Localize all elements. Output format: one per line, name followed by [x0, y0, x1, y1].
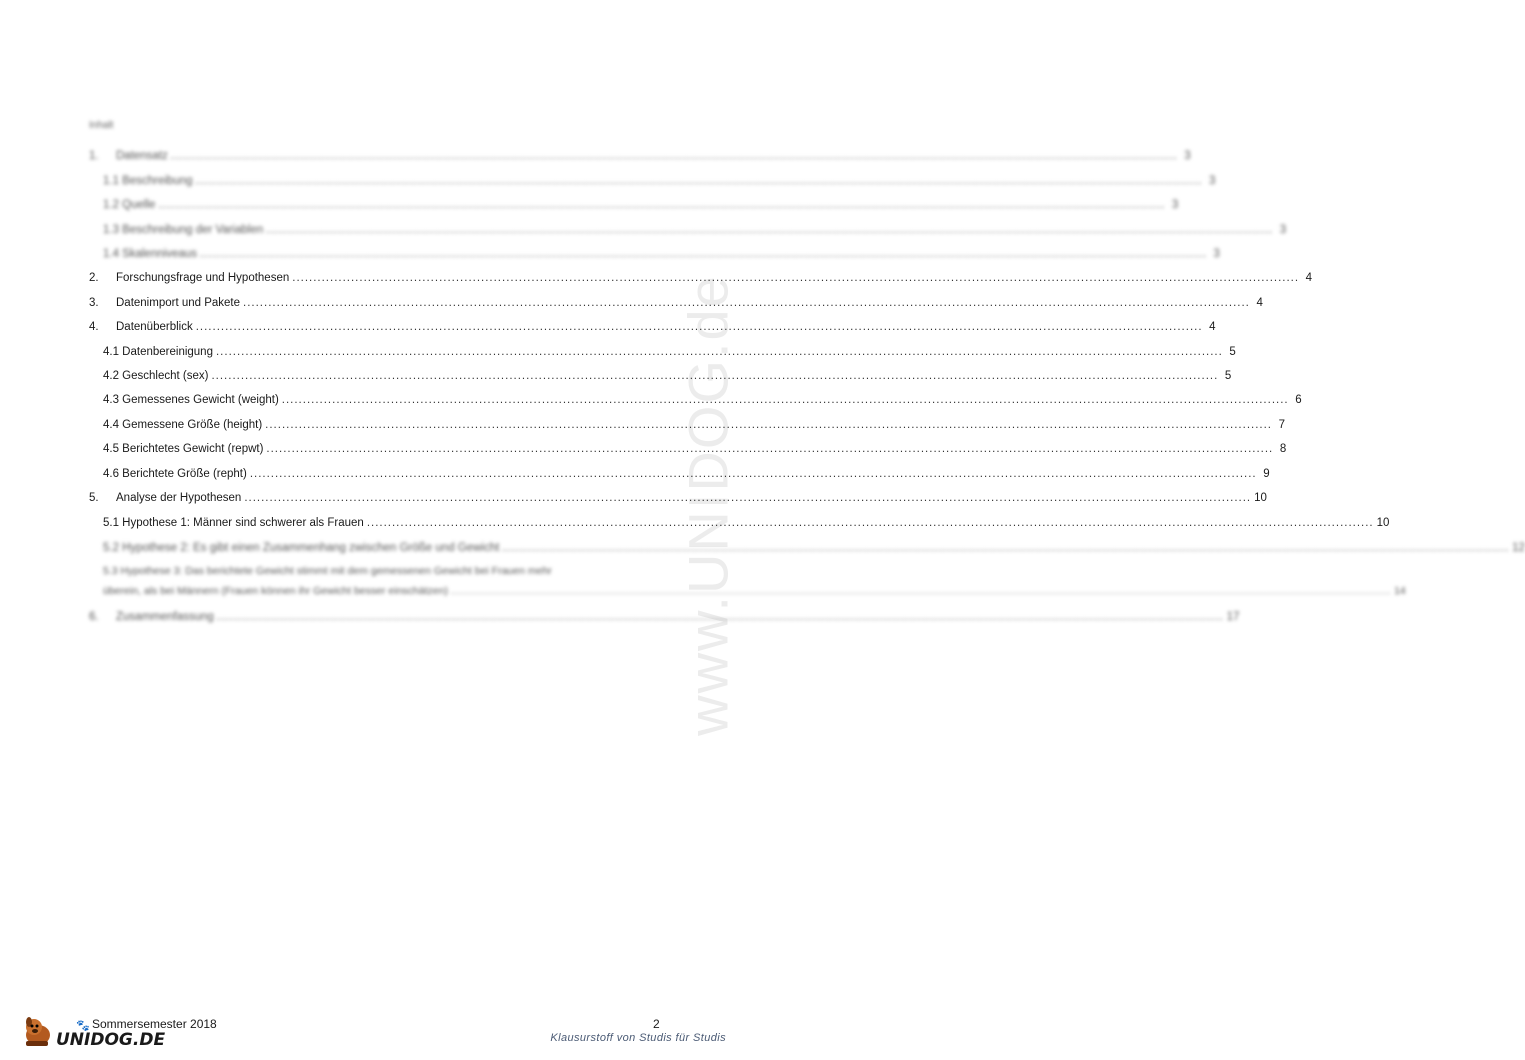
toc-leader-dots: [451, 581, 1391, 601]
toc-leader-dots: [200, 245, 1207, 263]
logo-text: UNIDOG.DE: [56, 1030, 166, 1050]
toc-leader-dots: [243, 294, 1250, 312]
toc-entry-page: 5: [1229, 346, 1236, 358]
toc-entry-page: 9: [1263, 468, 1270, 480]
toc-entry[interactable]: [0, 318, 1216, 336]
toc-leader-dots: [502, 539, 1509, 557]
toc-entry[interactable]: [0, 147, 1191, 165]
toc-entry-number: 1.: [89, 150, 99, 162]
toc-entry-title: Zusammenfassung: [116, 611, 214, 623]
toc-leader-dots: [282, 391, 1289, 409]
toc-entry-page: 10: [1376, 517, 1390, 529]
toc-entry[interactable]: [0, 465, 1270, 483]
toc-entry-number: 2.: [89, 272, 99, 284]
toc-entry-title: 4.3 Gemessenes Gewicht (weight): [103, 394, 279, 406]
toc-entry-title: 4.1 Datenbereinigung: [103, 346, 213, 358]
toc-entry[interactable]: [0, 440, 1287, 458]
paw-icon: 🐾: [76, 1020, 90, 1032]
toc-leader-dots: [217, 608, 1224, 626]
toc-entry[interactable]: [0, 514, 1390, 532]
toc-leader-dots: [211, 367, 1218, 385]
toc-entry-page: 5: [1224, 370, 1232, 382]
toc-entry[interactable]: [0, 391, 1302, 409]
toc-entry[interactable]: [0, 269, 1313, 287]
toc-entry[interactable]: [0, 539, 1525, 557]
toc-entry-number: 5.: [89, 492, 99, 504]
toc-entry-page: 6: [1295, 394, 1302, 406]
toc-entry[interactable]: [0, 367, 1232, 385]
toc-entry-title: Analyse der Hypothesen: [116, 492, 242, 504]
footer-semester: Sommersemester 2018: [92, 1017, 217, 1031]
footer-claim: Klausurstoff von Studis für Studis: [550, 1032, 726, 1044]
toc-entry-page: 7: [1278, 419, 1285, 431]
toc-entry[interactable]: [0, 343, 1236, 361]
toc-entry[interactable]: [0, 221, 1287, 239]
toc-entry[interactable]: [0, 416, 1285, 434]
toc-entry-title: 4.6 Berichtete Größe (repht): [103, 468, 247, 480]
toc-entry-title: Datensatz: [116, 150, 168, 162]
toc-leader-dots: [250, 465, 1257, 483]
toc-entry-title: 4.5 Berichtetes Gewicht (repwt): [103, 443, 264, 455]
toc-entry[interactable]: [0, 245, 1220, 263]
toc-leader-dots: [367, 514, 1374, 532]
toc-entry[interactable]: [0, 608, 1240, 626]
toc-entry-page: 3: [1184, 150, 1191, 162]
toc-entry-number: 4.: [89, 321, 99, 333]
toc-entry-page: 4: [1305, 272, 1313, 284]
toc-leader-dots: [171, 147, 1178, 165]
toc-entry-title: 1.2 Quelle: [103, 199, 156, 211]
toc-entry-page: 17: [1226, 611, 1240, 623]
toc-leader-dots: [266, 221, 1273, 239]
toc-leader-dots: [265, 416, 1272, 434]
toc-entry[interactable]: [0, 196, 1179, 214]
toc-entry-page: 10: [1254, 492, 1267, 504]
toc-leader-dots: [196, 172, 1203, 190]
toc-entry-title: 4.2 Geschlecht (sex): [103, 370, 209, 382]
toc-entry[interactable]: [0, 294, 1263, 312]
toc-entry-page: 3: [1171, 199, 1179, 211]
watermark: www.UNIDOG.de: [676, 274, 740, 736]
toc-entry-page: 12: [1512, 542, 1525, 554]
toc-entry-title: Forschungsfrage und Hypothesen: [116, 272, 290, 284]
toc-entry[interactable]: [0, 172, 1216, 190]
toc-entry-page: 4: [1209, 321, 1216, 333]
toc-entry-page: 3: [1213, 248, 1220, 260]
toc-leader-dots: [266, 440, 1273, 458]
toc-entry-title: 5.1 Hypothese 1: Männer sind schwerer als Frauen: [103, 517, 364, 529]
toc-entry-title-line2: überein, als bei Männern (Frauen können ihr Gewicht besser einschätzen): [103, 585, 448, 597]
toc-entry[interactable]: [0, 489, 1267, 507]
toc-entry-title: 1.3 Beschreibung der Variablen: [103, 224, 264, 236]
toc-entry-page: 3: [1208, 175, 1216, 187]
footer-page-number: 2: [653, 1017, 660, 1031]
toc-entry-title: 1.4 Skalenniveaus: [103, 248, 197, 260]
toc-leader-dots: [196, 318, 1203, 336]
toc-leader-dots: [158, 196, 1165, 214]
toc-entry-title: Datenüberblick: [116, 321, 193, 333]
toc-entry-5-3[interactable]: [103, 561, 1406, 601]
toc-entry-title: 1.1 Beschreibung: [103, 175, 193, 187]
toc-entry-page: 4: [1256, 297, 1263, 309]
dog-mascot-icon: [26, 1017, 50, 1046]
toc-leader-dots: [244, 489, 1251, 507]
toc-heading: Inhalt: [89, 120, 114, 131]
toc-leader-dots: [216, 343, 1223, 361]
toc-entry-page: 8: [1279, 443, 1287, 455]
toc-entry-title: 4.4 Gemessene Größe (height): [103, 419, 263, 431]
toc-leader-dots: [292, 269, 1299, 287]
toc-entry-number: 3.: [89, 297, 99, 309]
toc-entry-title: 5.2 Hypothese 2: Es gibt einen Zusammenhang zwischen Größe und Gewicht: [103, 542, 500, 554]
toc-entry-page: 3: [1279, 224, 1287, 236]
toc-entry-number: 6.: [89, 611, 99, 623]
toc-entry-page: 14: [1394, 585, 1406, 597]
toc-entry-title-line1: 5.3 Hypothese 3: Das berichtete Gewicht stimmt mit dem gemessenen Gewicht bei Frauen mehr: [103, 565, 552, 577]
toc-entry-title: Datenimport und Pakete: [116, 297, 241, 309]
